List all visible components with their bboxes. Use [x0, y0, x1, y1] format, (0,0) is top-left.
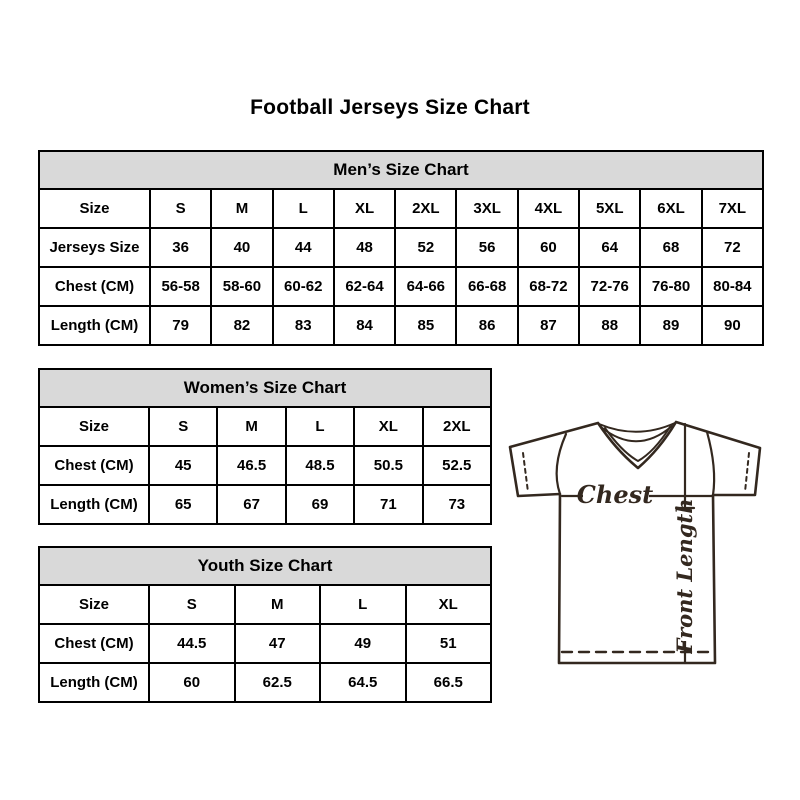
size-value-cell: M [235, 585, 321, 624]
size-value-cell: 45 [149, 446, 217, 485]
size-value-cell: 48 [334, 228, 395, 267]
size-value-cell: 36 [150, 228, 211, 267]
size-value-cell: 62-64 [334, 267, 395, 306]
size-value-cell: S [149, 585, 235, 624]
collar-back-arc [599, 423, 675, 432]
size-value-cell: 89 [640, 306, 701, 345]
size-value-cell: 72 [702, 228, 763, 267]
table-row [39, 585, 491, 624]
mens-size-table [38, 150, 764, 346]
size-value-cell: 76-80 [640, 267, 701, 306]
size-value-cell: 79 [150, 306, 211, 345]
size-value-cell: 5XL [579, 189, 640, 228]
size-value-cell: 52.5 [423, 446, 491, 485]
page-title: Football Jerseys Size Chart [250, 96, 530, 119]
size-value-cell: 71 [354, 485, 422, 524]
size-value-cell: 51 [406, 624, 492, 663]
womens-size-table [38, 368, 492, 525]
size-value-cell: XL [406, 585, 492, 624]
youth-table-title: Youth Size Chart [39, 547, 491, 585]
size-value-cell: 69 [286, 485, 354, 524]
table-header-row [39, 369, 491, 407]
row-header-cell: Size [39, 407, 149, 446]
size-value-cell: 47 [235, 624, 321, 663]
size-value-cell: 84 [334, 306, 395, 345]
size-value-cell: 2XL [395, 189, 456, 228]
size-value-cell: XL [354, 407, 422, 446]
size-value-cell: 68 [640, 228, 701, 267]
table-row [39, 189, 763, 228]
table-header-row [39, 151, 763, 189]
size-value-cell: 65 [149, 485, 217, 524]
size-value-cell: 40 [211, 228, 272, 267]
youth-size-table [38, 546, 492, 703]
row-header-cell: Chest (CM) [39, 624, 149, 663]
size-value-cell: 66-68 [456, 267, 517, 306]
row-header-cell: Size [39, 189, 150, 228]
size-value-cell: 73 [423, 485, 491, 524]
womens-table-body [39, 407, 491, 524]
size-value-cell: 80-84 [702, 267, 763, 306]
size-value-cell: 72-76 [579, 267, 640, 306]
size-value-cell: 83 [273, 306, 334, 345]
womens-table-title: Women’s Size Chart [39, 369, 491, 407]
table-row [39, 306, 763, 345]
mens-table-title: Men’s Size Chart [39, 151, 763, 189]
size-value-cell: 44 [273, 228, 334, 267]
jersey-measurement-diagram [503, 403, 783, 675]
size-value-cell: 62.5 [235, 663, 321, 702]
size-value-cell: 85 [395, 306, 456, 345]
size-value-cell: 82 [211, 306, 272, 345]
size-value-cell: 66.5 [406, 663, 492, 702]
chest-label: Chest [576, 480, 654, 509]
size-value-cell: 88 [579, 306, 640, 345]
size-value-cell: 44.5 [149, 624, 235, 663]
size-value-cell: 56-58 [150, 267, 211, 306]
size-value-cell: 87 [518, 306, 579, 345]
size-value-cell: S [149, 407, 217, 446]
size-value-cell: 67 [217, 485, 285, 524]
left-armhole-seam [557, 434, 566, 494]
front-length-label: Front Length [672, 498, 697, 654]
size-value-cell: 50.5 [354, 446, 422, 485]
right-armhole-seam [707, 432, 714, 495]
row-header-cell: Size [39, 585, 149, 624]
size-value-cell: 48.5 [286, 446, 354, 485]
size-value-cell: M [211, 189, 272, 228]
size-value-cell: 4XL [518, 189, 579, 228]
right-cuff-stitch [745, 453, 749, 492]
size-value-cell: 60 [149, 663, 235, 702]
table-row [39, 446, 491, 485]
table-row [39, 228, 763, 267]
size-value-cell: 3XL [456, 189, 517, 228]
size-value-cell: M [217, 407, 285, 446]
row-header-cell: Length (CM) [39, 663, 149, 702]
size-value-cell: 52 [395, 228, 456, 267]
left-cuff-stitch [523, 453, 528, 492]
size-value-cell: 56 [456, 228, 517, 267]
youth-table-body [39, 585, 491, 702]
size-value-cell: 86 [456, 306, 517, 345]
row-header-cell: Chest (CM) [39, 446, 149, 485]
table-row [39, 485, 491, 524]
row-header-cell: Chest (CM) [39, 267, 150, 306]
size-value-cell: 64.5 [320, 663, 406, 702]
size-value-cell: 68-72 [518, 267, 579, 306]
size-value-cell: 46.5 [217, 446, 285, 485]
size-value-cell: 58-60 [211, 267, 272, 306]
size-value-cell: XL [334, 189, 395, 228]
size-value-cell: 60-62 [273, 267, 334, 306]
table-row [39, 407, 491, 446]
size-value-cell: L [286, 407, 354, 446]
size-value-cell: 60 [518, 228, 579, 267]
size-value-cell: L [320, 585, 406, 624]
table-row [39, 624, 491, 663]
table-row [39, 663, 491, 702]
size-value-cell: 6XL [640, 189, 701, 228]
size-value-cell: 64 [579, 228, 640, 267]
size-value-cell: 2XL [423, 407, 491, 446]
row-header-cell: Jerseys Size [39, 228, 150, 267]
row-header-cell: Length (CM) [39, 485, 149, 524]
size-value-cell: S [150, 189, 211, 228]
size-value-cell: 64-66 [395, 267, 456, 306]
row-header-cell: Length (CM) [39, 306, 150, 345]
table-header-row [39, 547, 491, 585]
size-value-cell: 49 [320, 624, 406, 663]
mens-table-body [39, 189, 763, 345]
size-value-cell: 90 [702, 306, 763, 345]
size-value-cell: L [273, 189, 334, 228]
table-row [39, 267, 763, 306]
size-value-cell: 7XL [702, 189, 763, 228]
